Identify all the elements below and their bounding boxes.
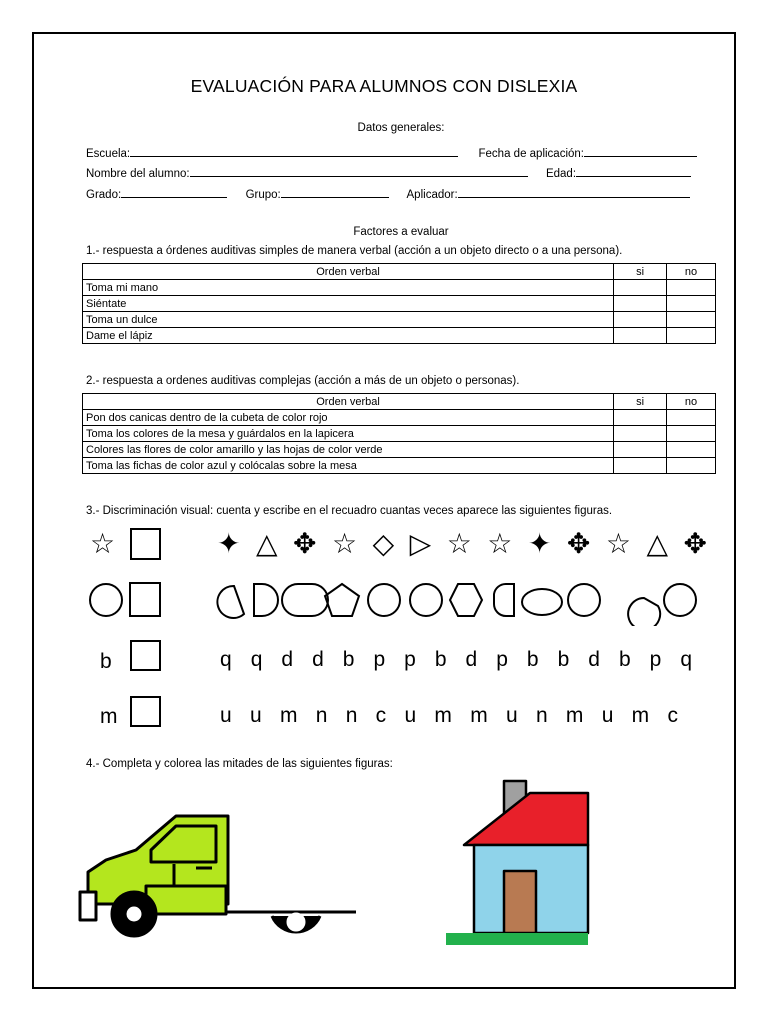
applicator-label: Aplicador:: [406, 189, 458, 201]
header-no: no: [667, 264, 716, 280]
si-cell[interactable]: [614, 312, 667, 328]
symbol-item: ✥: [683, 528, 707, 559]
letter-item: d: [465, 648, 478, 671]
letter-item: m: [631, 704, 650, 727]
no-cell[interactable]: [667, 410, 716, 426]
letter-item: d: [312, 648, 324, 671]
symbol-item: ✦: [217, 528, 241, 559]
student-name-field[interactable]: [190, 165, 528, 177]
symbol-item: ✥: [566, 528, 591, 559]
section2-table: [82, 393, 716, 474]
no-cell[interactable]: [667, 426, 716, 442]
header-orden: Orden verbal: [83, 264, 614, 280]
letter-item: u: [404, 704, 417, 727]
letter-item: d: [588, 648, 600, 671]
symbol-item: ☆: [331, 528, 358, 559]
school-label: Escuela:: [86, 148, 131, 160]
section1-table: [82, 263, 716, 344]
symbol-item: ◇: [372, 528, 395, 559]
factors-heading: Factores a evaluar: [353, 226, 449, 238]
letter-m-row: [220, 704, 678, 728]
shapes-row: [84, 574, 704, 626]
no-cell[interactable]: [667, 328, 716, 344]
d-shape: [254, 584, 278, 616]
table-row: [83, 426, 716, 442]
grade-label: Grado:: [86, 189, 122, 201]
table-header-row: [83, 394, 716, 410]
table-row: [83, 296, 716, 312]
circle-shape: [568, 584, 600, 616]
si-cell[interactable]: [614, 458, 667, 474]
oval-shape: [522, 589, 562, 615]
letter-item: d: [281, 648, 294, 671]
letter-item: n: [315, 704, 328, 727]
general-data-heading: Datos generales:: [357, 122, 445, 134]
order-cell: Pon dos canicas dentro de la cubeta de color rojo: [83, 410, 614, 426]
date-field[interactable]: [584, 145, 697, 157]
letter-item: q: [220, 648, 232, 671]
pacman-shape: [628, 598, 660, 626]
table-row: [83, 410, 716, 426]
header-no: no: [667, 394, 716, 410]
star-target: ☆: [90, 528, 116, 559]
letter-item: q: [680, 648, 692, 671]
letter-b-count-box[interactable]: [130, 640, 161, 671]
circle-shape: [664, 584, 696, 616]
letter-item: p: [404, 648, 416, 671]
si-cell[interactable]: [614, 410, 667, 426]
letter-item: c: [667, 704, 678, 727]
grade-row: [86, 186, 706, 201]
order-cell: Siéntate: [83, 296, 614, 312]
cut-circle-shape: [217, 586, 244, 618]
circle-shape: [410, 584, 442, 616]
symbol-item: ☆: [487, 528, 513, 559]
student-name-label: Nombre del alumno:: [86, 168, 190, 180]
letter-item: u: [220, 704, 232, 727]
circle-target-shape: [90, 584, 122, 616]
header-si: si: [614, 394, 667, 410]
date-label: Fecha de aplicación:: [478, 148, 584, 160]
table-header-row: [83, 264, 716, 280]
letter-item: b: [342, 648, 355, 671]
section3-heading: 3.- Discriminación visual: cuenta y escribe en el recuadro cuantas veces aparece las siguientes figuras.: [86, 505, 613, 517]
circle-count-box[interactable]: [130, 583, 160, 616]
letter-item: c: [375, 704, 387, 727]
drop-shape: [494, 584, 514, 616]
age-field[interactable]: [576, 165, 691, 177]
no-cell[interactable]: [667, 312, 716, 328]
school-row: [86, 145, 706, 160]
age-label: Edad:: [545, 168, 577, 180]
letter-item: u: [505, 704, 518, 727]
order-cell: Toma un dulce: [83, 312, 614, 328]
symbol-item: ▷: [409, 528, 432, 559]
order-cell: Toma los colores de la mesa y guárdalos en la lapicera: [83, 426, 614, 442]
table-row: [83, 442, 716, 458]
symbol-item: ☆: [446, 528, 472, 559]
octagon-shape: [282, 584, 328, 616]
letter-item: p: [649, 648, 662, 671]
table-row: [83, 280, 716, 296]
letter-item: m: [470, 704, 488, 727]
header-orden: Orden verbal: [83, 394, 614, 410]
no-cell[interactable]: [667, 296, 716, 312]
section2-heading: 2.- respuesta a ordenes auditivas complejas (acción a más de un objeto o personas).: [86, 375, 520, 387]
si-cell[interactable]: [614, 280, 667, 296]
grade-field[interactable]: [121, 186, 227, 198]
house-half-image: [440, 775, 590, 947]
table-row: [83, 328, 716, 344]
order-cell: Toma mi mano: [83, 280, 614, 296]
pentagon-shape: [325, 584, 359, 616]
symbol-item: ✦: [527, 528, 552, 559]
letter-item: b: [557, 648, 570, 671]
table-row: [83, 458, 716, 474]
letter-item: u: [601, 704, 614, 727]
letter-item: p: [496, 648, 508, 671]
hexagon-shape: [450, 584, 482, 616]
si-cell[interactable]: [614, 426, 667, 442]
section4-heading: 4.- Completa y colorea las mitades de las siguientes figuras:: [86, 758, 393, 770]
group-label: Grupo:: [245, 189, 281, 201]
symbol-item: ☆: [605, 528, 631, 559]
section1-heading: 1.- respuesta a órdenes auditivas simples de manera verbal (acción a un objeto directo o a una persona).: [86, 245, 623, 257]
order-cell: Toma las fichas de color azul y colócalas sobre la mesa: [83, 458, 614, 474]
no-cell[interactable]: [667, 458, 716, 474]
letter-item: q: [250, 648, 263, 671]
si-cell[interactable]: [614, 328, 667, 344]
star-count-box[interactable]: [130, 528, 161, 560]
school-field[interactable]: [130, 145, 458, 157]
group-field[interactable]: [281, 186, 389, 198]
letter-item: m: [279, 704, 298, 727]
letter-item: n: [535, 704, 548, 727]
letter-item: b: [618, 648, 631, 671]
letter-item: m: [434, 704, 452, 727]
table-row: [83, 312, 716, 328]
si-cell[interactable]: [614, 296, 667, 312]
letter-item: n: [345, 704, 358, 727]
letter-b-row: [220, 648, 692, 672]
symbol-item: △: [646, 528, 668, 559]
document-title: EVALUACIÓN PARA ALUMNOS CON DISLEXIA: [190, 76, 578, 96]
si-cell[interactable]: [614, 442, 667, 458]
star-symbol-row: [217, 527, 707, 561]
letter-item: b: [434, 648, 447, 671]
truck-half-image: [76, 812, 366, 952]
header-si: si: [614, 264, 667, 280]
symbol-item: ✥: [293, 528, 317, 559]
no-cell[interactable]: [667, 280, 716, 296]
order-cell: Colores las flores de color amarillo y las hojas de color verde: [83, 442, 614, 458]
letter-item: u: [249, 704, 262, 727]
applicator-field[interactable]: [458, 186, 690, 198]
letter-b-target: b: [100, 650, 112, 673]
circle-shape: [368, 584, 400, 616]
letter-m-target: m: [100, 705, 118, 728]
letter-item: p: [373, 648, 386, 671]
order-cell: Dame el lápiz: [83, 328, 614, 344]
letter-m-count-box[interactable]: [130, 696, 161, 727]
symbol-item: △: [255, 528, 278, 559]
letter-item: b: [526, 648, 539, 671]
letter-item: m: [565, 704, 584, 727]
student-row: [86, 165, 706, 180]
no-cell[interactable]: [667, 442, 716, 458]
